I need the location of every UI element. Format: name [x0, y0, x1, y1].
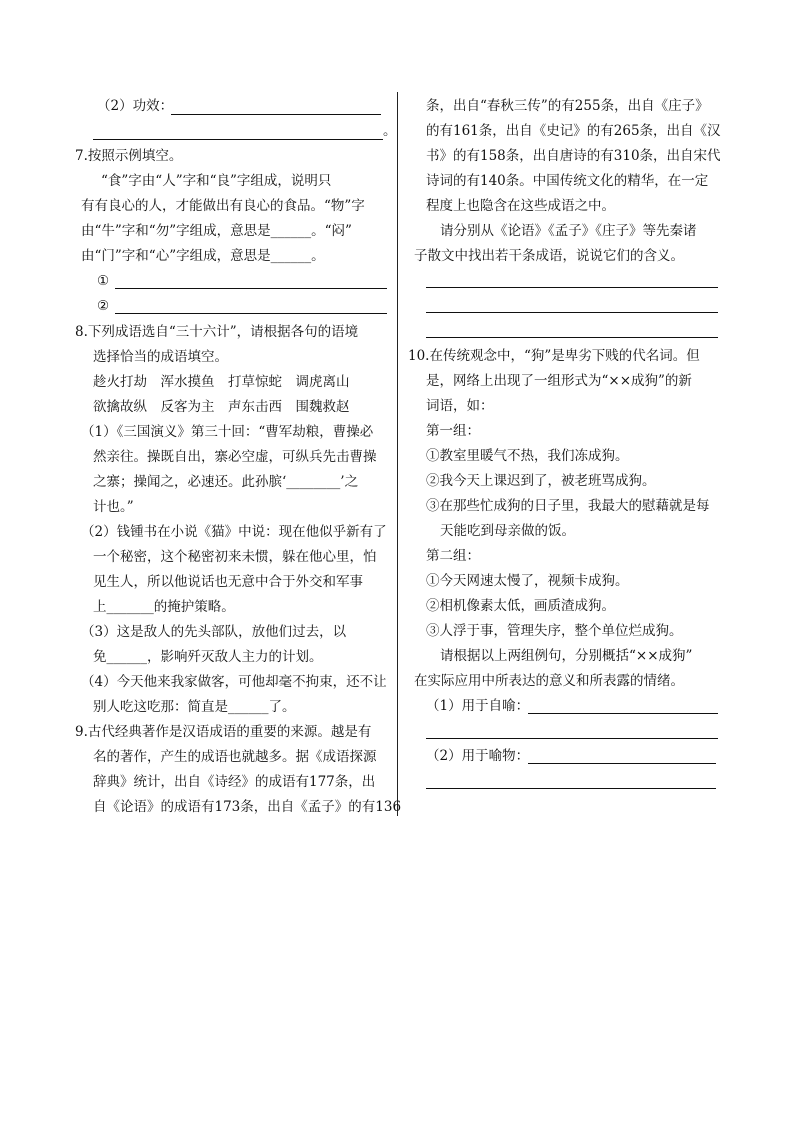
- q8-s3-line: （3）这是敌人的先头部队，放他们过去，以: [81, 624, 347, 640]
- q9-line: 辞典》统计，出自《诗经》的成语有177条，出: [93, 774, 376, 790]
- q7-blank1-label: ①: [97, 273, 110, 289]
- q10-sub2-answer-line-1[interactable]: [528, 763, 716, 764]
- q8-idioms-row-2: 欲擒故纵 反客为主 声东击西 围魏救赵: [93, 399, 350, 415]
- q10-group1-item: 天能吃到母亲做的饭。: [440, 523, 575, 539]
- q9-line: 9.古代经典著作是汉语成语的重要的来源。越是有: [75, 724, 372, 740]
- q8-s2-line: 见生人，所以他说话也无意中合于外交和军事: [93, 574, 363, 590]
- q7-line: 由“牛”字和“勿”字组成，意思是______。“闷”: [81, 223, 352, 239]
- q8-s2-line: 上_______的掩护策略。: [93, 599, 235, 615]
- q10-group2-item: ②相机像素太低，画质渣成狗。: [426, 598, 615, 614]
- q8-s1-line: 之寨；操闻之，必速还。此孙膑‘________’之: [93, 474, 359, 490]
- q7-blank2-label: ②: [97, 298, 110, 314]
- q6-sub2-label: （2）功效：: [97, 98, 174, 114]
- q9-answer-line-1[interactable]: [426, 287, 718, 288]
- q10-sub2-label: （2）用于喻物：: [426, 748, 530, 764]
- q8-title: 8.下列成语选自“三十六计”，请根据各句的语境: [75, 324, 359, 340]
- q7-line: 有有良心的人，才能做出有良心的食品。“物”字: [81, 198, 365, 214]
- q10-line: 词语，如：: [426, 398, 494, 414]
- q9-line: 自《论语》的成语有173条，出自《孟子》的有136: [93, 799, 402, 815]
- q7-line: “食”字由“人”字和“良”字组成，说明只: [101, 173, 332, 189]
- q8-s3-line: 免______，影响歼灭敌人主力的计划。: [93, 649, 323, 665]
- column-divider: [397, 92, 398, 816]
- q9-line: 条，出自“春秋三传”的有255条，出自《庄子》: [426, 98, 709, 114]
- q9-line: 程度上也隐含在这些成语之中。: [426, 198, 615, 214]
- q10-group1-item: ①教室里暖气不热，我们冻成狗。: [426, 448, 629, 464]
- q10-group1-item: ③在那些忙成狗的日子里，我最大的慰藉就是每: [426, 498, 710, 514]
- q8-s4-line: （4）今天他来我家做客，可他却毫不拘束，还不让: [81, 674, 387, 690]
- q10-line: 是，网络上出现了一组形式为“××成狗”的新: [426, 373, 692, 389]
- q6-answer-line-1[interactable]: [171, 114, 381, 115]
- q10-line: 10.在传统观念中，“狗”是卑劣下贱的代名词。但: [408, 348, 700, 364]
- q10-sub2-answer-line-2[interactable]: [426, 788, 716, 789]
- q7-line: 由“门”字和“心”字组成，意思是______。: [81, 248, 325, 264]
- q8-idioms-row-1: 趁火打劫 浑水摸鱼 打草惊蛇 调虎离山: [93, 374, 350, 390]
- q10-group2-item: ①今天网速太慢了，视频卡成狗。: [426, 573, 629, 589]
- q10-group1-label: 第一组：: [426, 423, 480, 439]
- q9-line: 书》的有158条，出自唐诗的有310条，出自宋代: [426, 148, 721, 164]
- q8-title-cont: 选择恰当的成语填空。: [93, 349, 228, 365]
- q9-answer-line-3[interactable]: [426, 337, 718, 338]
- q7-answer-line-1[interactable]: [115, 288, 387, 289]
- q8-s1-line: 然亲往。操既自出，寨必空虚，可纵兵先击曹操: [93, 449, 377, 465]
- q9-line: 名的著作，产生的成语也就越多。据《成语探源: [93, 749, 377, 765]
- q9-answer-line-2[interactable]: [426, 312, 718, 313]
- q10-group2-item: ③人浮于事，管理失序，整个单位烂成狗。: [426, 623, 683, 639]
- q10-instruction: 请根据以上两组例句，分别概括“××成狗”: [440, 648, 693, 664]
- q8-s1-line: 计也。”: [93, 499, 134, 515]
- q8-s4-line: 别人吃这吃那：简直是______了。: [93, 699, 296, 715]
- q8-s1-line: （1）《三国演义》第三十回：“曹军劫粮，曹操必: [81, 424, 374, 440]
- q10-group1-item: ②我今天上课迟到了，被老班骂成狗。: [426, 473, 656, 489]
- q6-answer-line-2[interactable]: [93, 139, 383, 140]
- q10-instruction: 在实际应用中所表达的意义和所表露的情绪。: [414, 673, 684, 689]
- q9-line: 诗词的有140条。中国传统文化的精华，在一定: [426, 173, 709, 189]
- q6-end-mark: 。: [383, 123, 397, 139]
- q9-instruction: 请分别从《论语》《孟子》《庄子》等先秦诸: [440, 223, 697, 239]
- q8-s2-line: 一个秘密，这个秘密初来未惯，躲在他心里，怕: [93, 549, 377, 565]
- q9-line: 的有161条，出自《史记》的有265条，出自《汉: [426, 123, 721, 139]
- q8-s2-line: （2）钱锺书在小说《猫》中说：现在他似乎新有了: [81, 524, 387, 540]
- q10-group2-label: 第二组：: [426, 548, 480, 564]
- q10-sub1-answer-line-1[interactable]: [528, 713, 718, 714]
- q7-answer-line-2[interactable]: [115, 313, 387, 314]
- q10-sub1-answer-line-2[interactable]: [426, 738, 718, 739]
- q9-instruction: 子散文中找出若干条成语，说说它们的含义。: [414, 248, 684, 264]
- q10-sub1-label: （1）用于自喻：: [426, 698, 530, 714]
- q7-title: 7.按照示例填空。: [75, 148, 183, 164]
